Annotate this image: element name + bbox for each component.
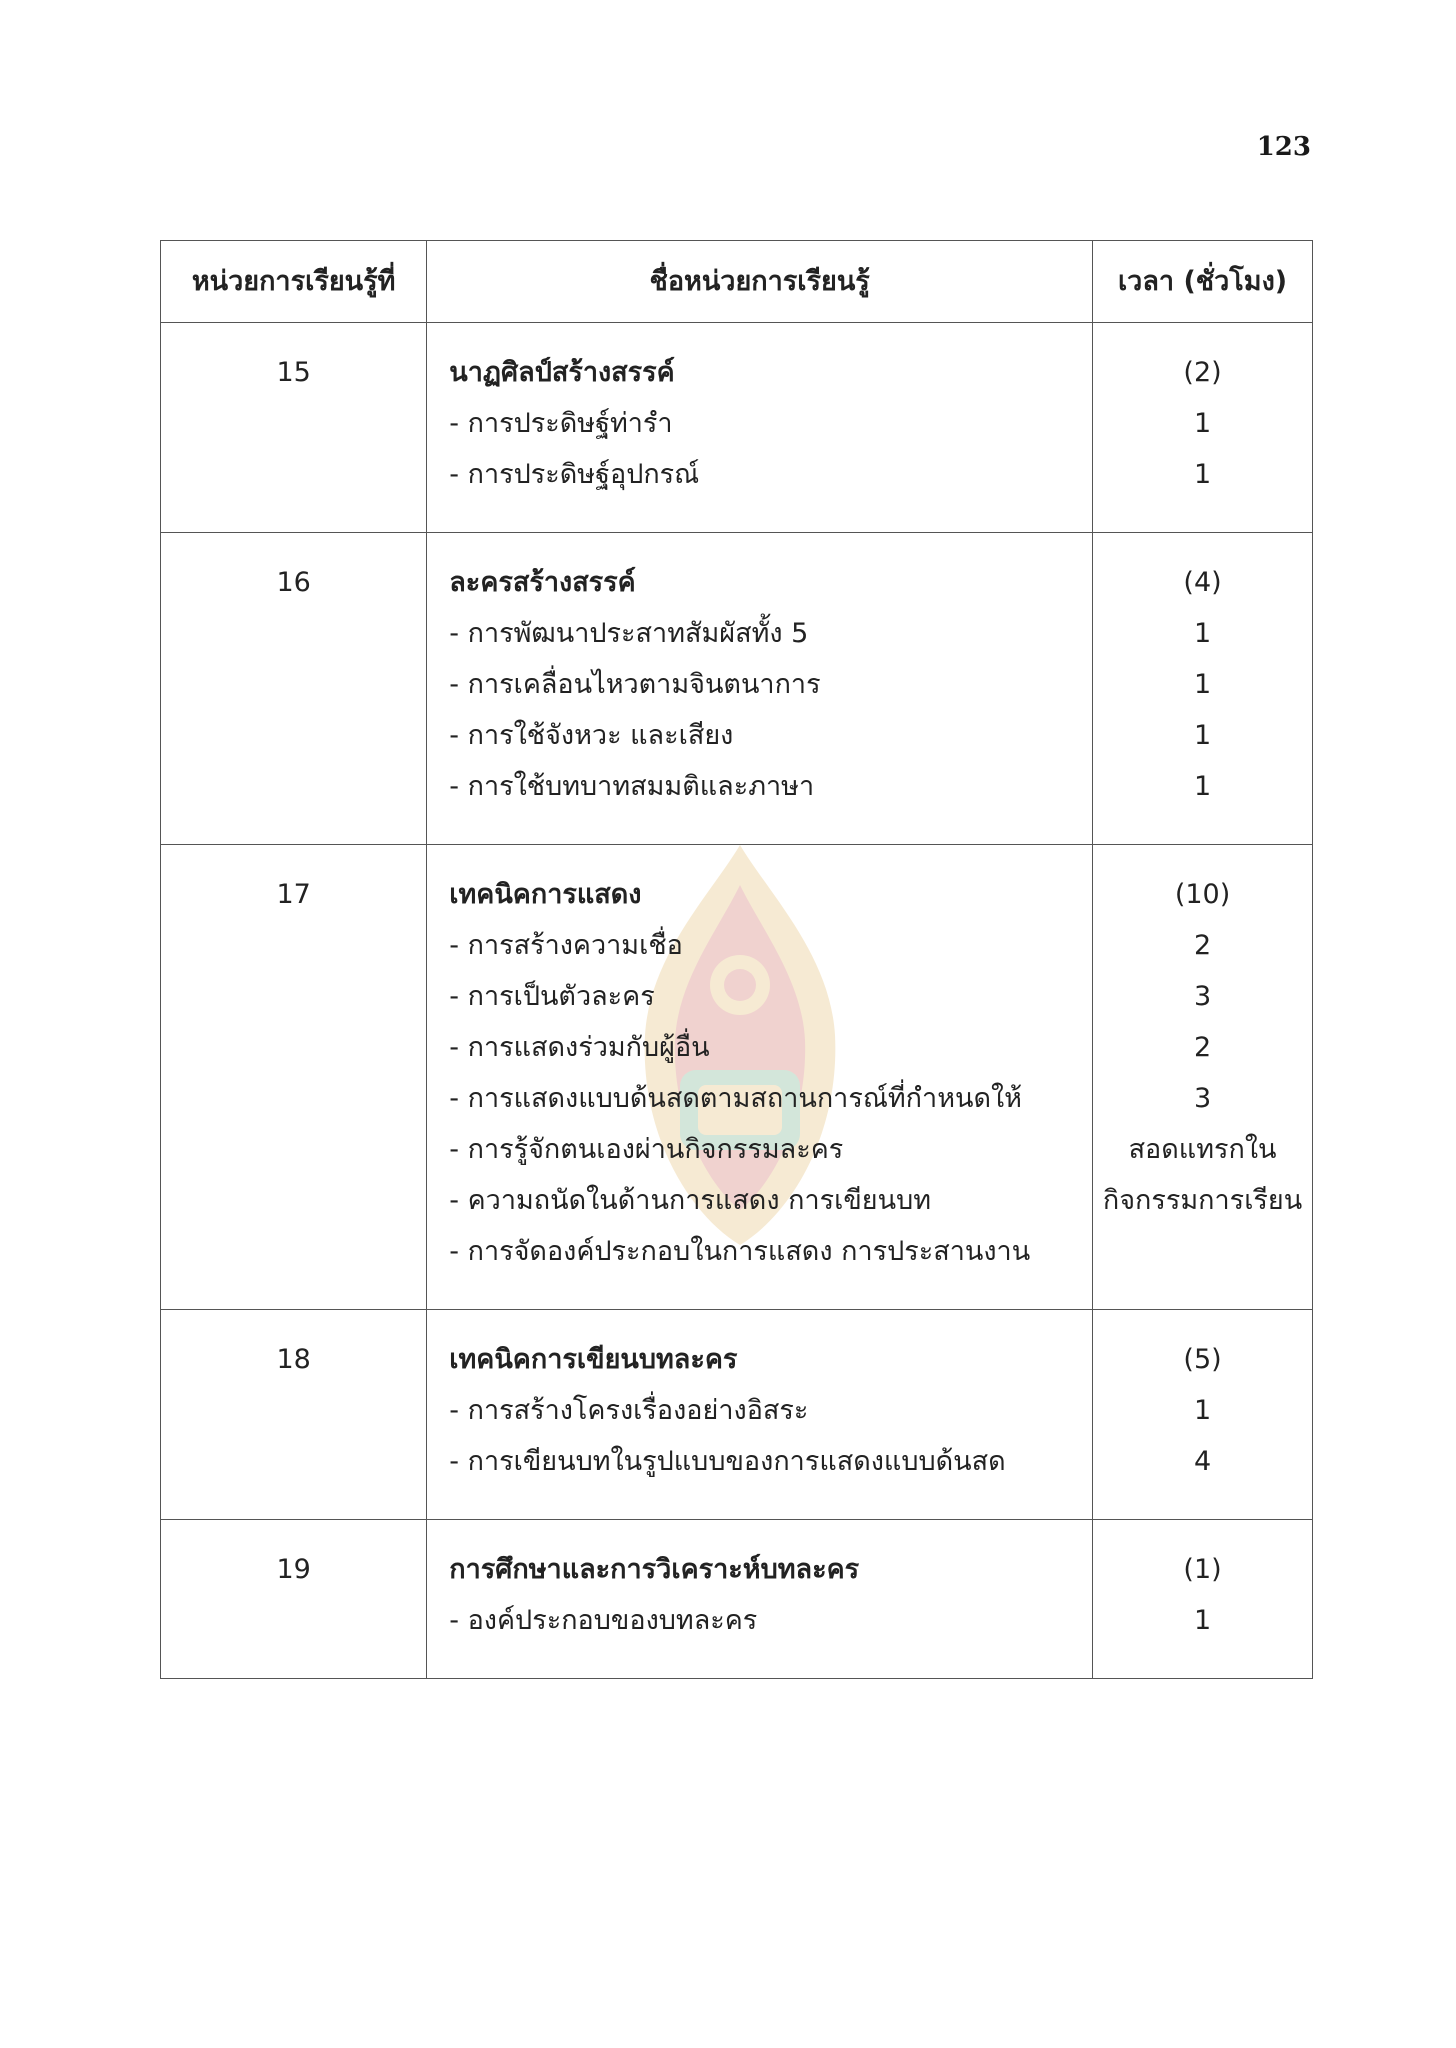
total-hours: (5) (1183, 1344, 1222, 1375)
unit-title: ละครสร้างสรรค์ (449, 567, 636, 598)
table-row (161, 323, 1313, 533)
sub-topic-hours: 1 (1193, 1605, 1212, 1636)
unit-number: 15 (161, 323, 427, 533)
header-hours: เวลา (ชั่วโมง) (1093, 241, 1313, 323)
sub-topic: - ความถนัดในด้านการแสดง การเขียนบท (449, 1185, 932, 1216)
sub-topic: - การสร้างโครงเรื่องอย่างอิสระ (449, 1395, 809, 1426)
sub-topic: - การพัฒนาประสาทสัมผัสทั้ง 5 (449, 618, 809, 649)
sub-topic-hours: 1 (1193, 459, 1212, 490)
sub-topic: - การแสดงแบบด้นสดตามสถานการณ์ที่กำหนดให้ (449, 1083, 1022, 1114)
unit-number: 16 (161, 533, 427, 845)
table-row (161, 1520, 1313, 1679)
table-header-row (161, 241, 1313, 323)
sub-topic-hours: 3 (1193, 981, 1212, 1012)
sub-topic: - องค์ประกอบของบทละคร (449, 1605, 758, 1636)
sub-topic: - การสร้างความเชื่อ (449, 930, 683, 961)
sub-topic: - การแสดงร่วมกับผู้อื่น (449, 1032, 710, 1063)
unit-number: 17 (161, 845, 427, 1310)
sub-topic: - การเป็นตัวละคร (449, 981, 655, 1012)
sub-topic: - การเขียนบทในรูปแบบของการแสดงแบบด้นสด (449, 1446, 1006, 1477)
unit-title: เทคนิคการเขียนบทละคร (449, 1344, 738, 1375)
unit-content (427, 1310, 1093, 1520)
sub-topic-hours: 1 (1193, 669, 1212, 700)
sub-topic-hours: สอดแทรกใน (1128, 1134, 1277, 1165)
curriculum-units-table (160, 240, 1313, 1679)
unit-content (427, 845, 1093, 1310)
header-name: ชื่อหน่วยการเรียนรู้ (427, 241, 1093, 323)
sub-topic: - การรู้จักตนเองผ่านกิจกรรมละคร (449, 1134, 844, 1165)
unit-number: 18 (161, 1310, 427, 1520)
unit-content (427, 533, 1093, 845)
sub-topic-hours: 2 (1193, 1032, 1212, 1063)
unit-title: เทคนิคการแสดง (449, 879, 642, 910)
unit-hours (1093, 323, 1313, 533)
sub-topic-hours: 1 (1193, 408, 1212, 439)
table-row (161, 1310, 1313, 1520)
unit-hours (1093, 845, 1313, 1310)
total-hours: (4) (1183, 567, 1222, 598)
unit-hours (1093, 1310, 1313, 1520)
sub-topic: - การประดิษฐ์อุปกรณ์ (449, 459, 700, 490)
sub-topic: - การใช้บทบาทสมมติและภาษา (449, 771, 815, 802)
page-number: 123 (1256, 132, 1311, 162)
sub-topic-hours: 3 (1193, 1083, 1212, 1114)
sub-topic-hours: 4 (1193, 1446, 1212, 1477)
unit-number: 19 (161, 1520, 427, 1679)
unit-title: การศึกษาและการวิเคราะห์บทละคร (449, 1554, 860, 1585)
unit-title: นาฏศิลป์สร้างสรรค์ (449, 357, 675, 388)
total-hours: (10) (1174, 879, 1231, 910)
total-hours: (2) (1183, 357, 1222, 388)
unit-content (427, 323, 1093, 533)
unit-hours (1093, 533, 1313, 845)
sub-topic-hours: กิจกรรมการเรียน (1102, 1185, 1303, 1216)
unit-content (427, 1520, 1093, 1679)
sub-topic-hours: 1 (1193, 720, 1212, 751)
table-row (161, 533, 1313, 845)
sub-topic: - การประดิษฐ์ท่ารำ (449, 408, 673, 439)
unit-hours (1093, 1520, 1313, 1679)
sub-topic-hours: 1 (1193, 771, 1212, 802)
sub-topic-hours: 1 (1193, 1395, 1212, 1426)
header-unit: หน่วยการเรียนรู้ที่ (161, 241, 427, 323)
sub-topic: - การจัดองค์ประกอบในการแสดง การประสานงาน (449, 1236, 1031, 1267)
sub-topic: - การใช้จังหวะ และเสียง (449, 720, 734, 751)
table-row (161, 845, 1313, 1310)
sub-topic-hours: 2 (1193, 930, 1212, 961)
sub-topic: - การเคลื่อนไหวตามจินตนาการ (449, 669, 821, 700)
sub-topic-hours: 1 (1193, 618, 1212, 649)
total-hours: (1) (1183, 1554, 1222, 1585)
